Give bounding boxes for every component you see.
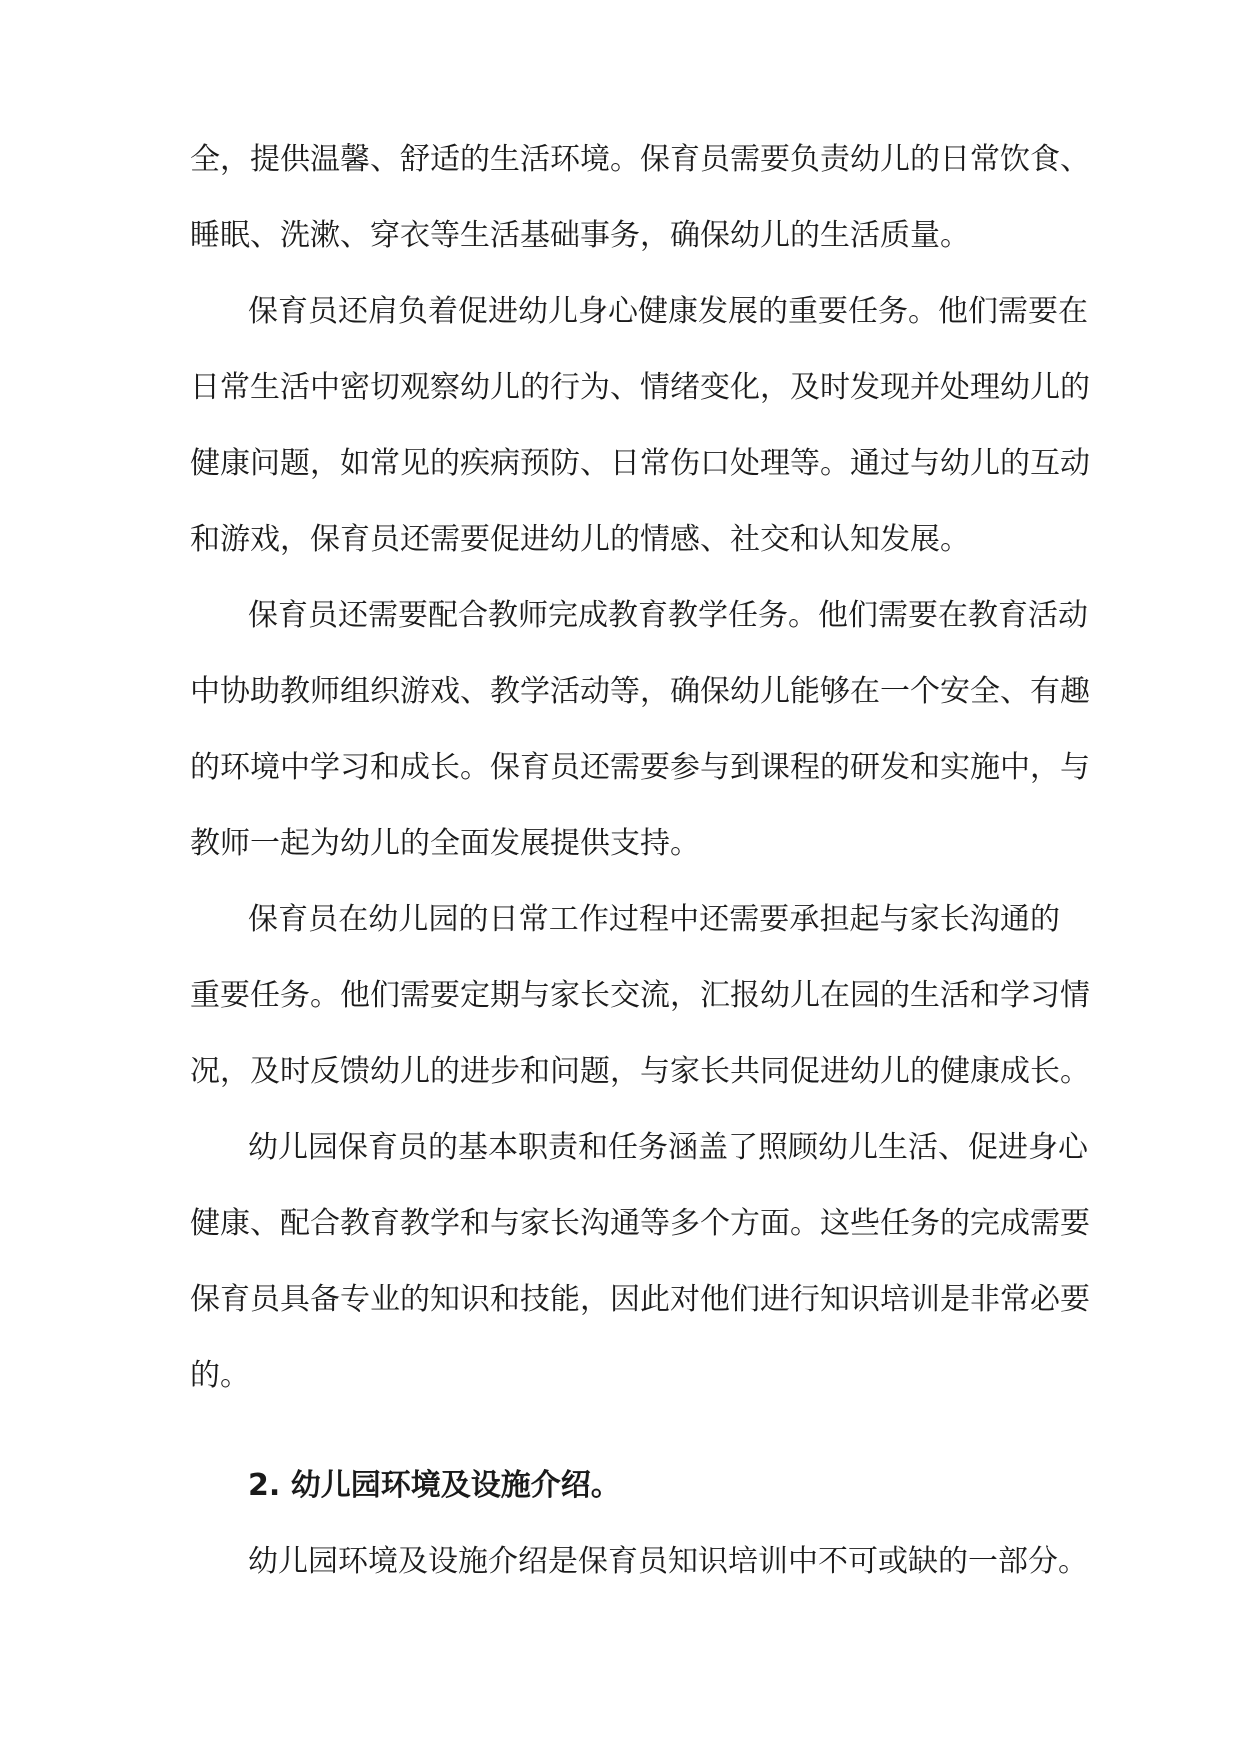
paragraph: [190, 1110, 1090, 1414]
section-heading: 2. 幼儿园环境及设施介绍。: [248, 1468, 621, 1503]
text-line: 幼儿园环境及设施介绍是保育员知识培训中不可或缺的一部分。: [248, 1544, 1088, 1579]
text-line: 中协助教师组织游戏、教学活动等，确保幼儿能够在一个安全、有趣: [190, 674, 1090, 709]
text-line: 日常生活中密切观察幼儿的行为、情绪变化，及时发现并处理幼儿的: [190, 370, 1090, 405]
text-line: 睡眠、洗漱、穿衣等生活基础事务，确保幼儿的生活质量。: [190, 218, 970, 253]
paragraph: [190, 122, 1090, 274]
text-line: 幼儿园保育员的基本职责和任务涵盖了照顾幼儿生活、促进身心: [248, 1130, 1088, 1165]
text-line: 保育员具备专业的知识和技能，因此对他们进行知识培训是非常必要: [190, 1282, 1090, 1317]
paragraph: [190, 882, 1090, 1110]
text-line: 重要任务。他们需要定期与家长交流，汇报幼儿在园的生活和学习情: [190, 978, 1090, 1013]
text-line: 和游戏，保育员还需要促进幼儿的情感、社交和认知发展。: [190, 522, 970, 557]
section-spacer: [190, 1414, 1060, 1448]
document-body: [190, 122, 1090, 1600]
text-line: 全，提供温馨、舒适的生活环境。保育员需要负责幼儿的日常饮食、: [190, 142, 1090, 177]
text-line: 教师一起为幼儿的全面发展提供支持。: [190, 826, 700, 861]
paragraph: [190, 578, 1090, 882]
paragraph: [190, 1524, 1088, 1600]
text-line: 健康、配合教育教学和与家长沟通等多个方面。这些任务的完成需要: [190, 1206, 1090, 1241]
text-line: 保育员在幼儿园的日常工作过程中还需要承担起与家长沟通的: [248, 902, 1060, 937]
text-line: 健康问题，如常见的疾病预防、日常伤口处理等。通过与幼儿的互动: [190, 446, 1090, 481]
text-line: 况，及时反馈幼儿的进步和问题，与家长共同促进幼儿的健康成长。: [190, 1054, 1090, 1089]
text-line: 保育员还肩负着促进幼儿身心健康发展的重要任务。他们需要在: [248, 294, 1088, 329]
paragraph: [190, 274, 1090, 578]
text-line: 的环境中学习和成长。保育员还需要参与到课程的研发和实施中，与: [190, 750, 1090, 785]
text-line: 保育员还需要配合教师完成教育教学任务。他们需要在教育活动: [248, 598, 1088, 633]
section-heading-container: [190, 1448, 1060, 1524]
text-line: 的。: [190, 1358, 250, 1393]
